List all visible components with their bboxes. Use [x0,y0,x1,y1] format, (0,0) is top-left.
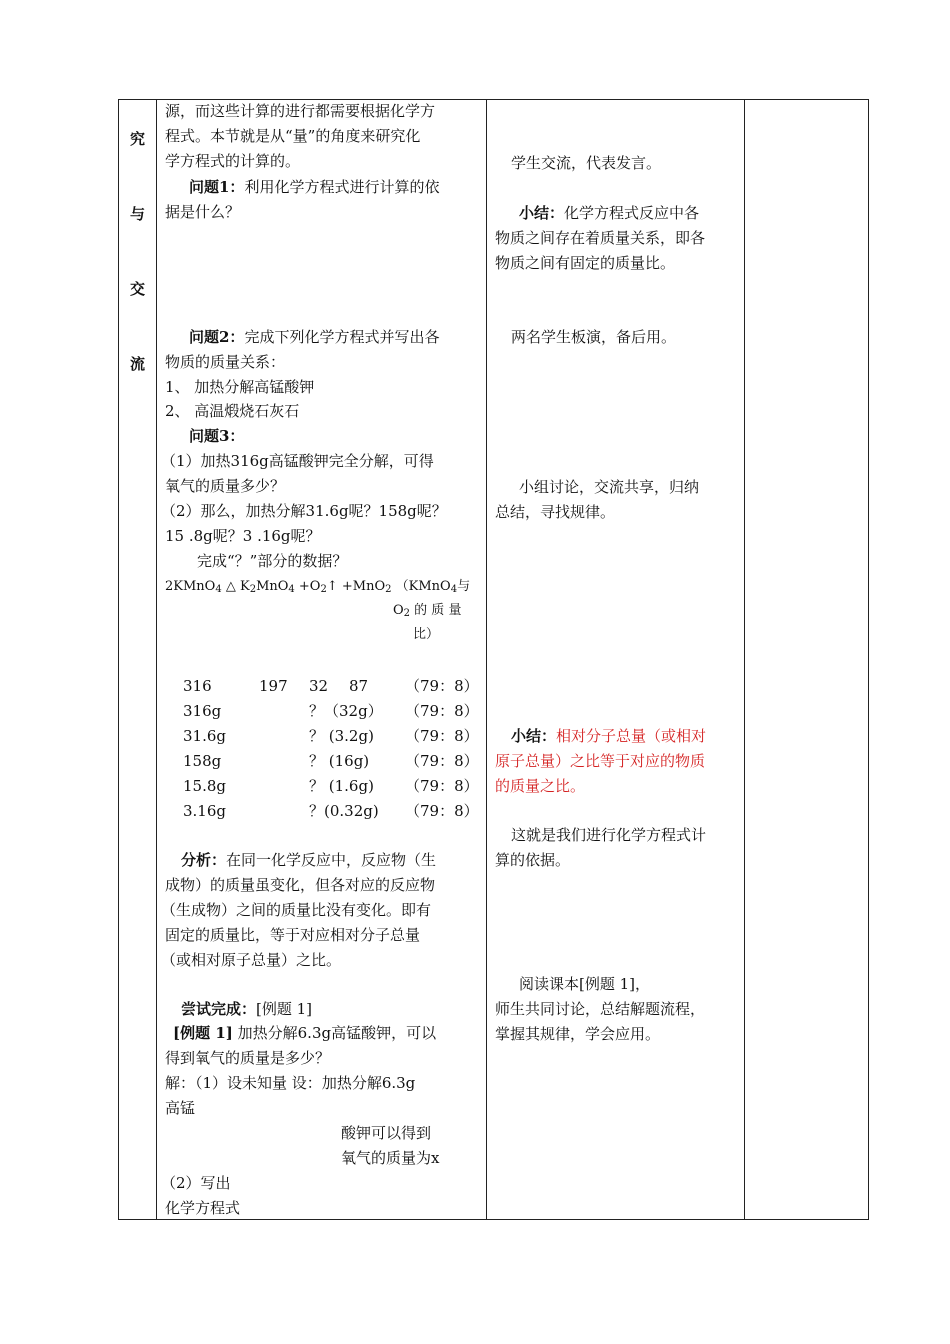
eq-sub: 2 [320,584,327,595]
section-label-column [119,100,156,1219]
student-note: 两名学生板演，备后用。 [511,328,677,346]
eq-term: 2KMnO [165,579,216,594]
summary-1-line: 物质之间有固定的质量比。 [495,254,676,272]
question-2-item: 2、 高温煅烧石灰石 [165,402,300,420]
example-1 [173,1022,436,1044]
solution-line: （2）写出 [161,1174,231,1192]
question-2-cont: 物质的质量关系： [165,353,286,371]
eq-gas-arrow: ↑ [326,579,338,594]
summary-1-line: 物质之间存在着质量关系，即各 [495,229,706,247]
remarks-column [745,100,869,1219]
solution-line: 解：（1）设未知量 设：加热分解6.3g [165,1074,416,1092]
question-3-line: 15 .8g呢？3 .16g呢？ [165,527,321,545]
analysis-line: （或相对原子总量）之比。 [161,951,342,969]
question-1-title: 问题1： [189,178,245,196]
side-char-4: 流 [129,355,145,373]
table-cell: （79：8） [405,777,479,795]
try-title: 尝试完成： [181,1000,257,1018]
eq-sub: 2 [403,608,411,619]
question-3-line: （2）那么，加热分解31.6g呢？158g呢？ [161,502,447,520]
eq-note: （KMnO [395,579,451,594]
student-note: 小组讨论，交流共享，归纳 [519,478,700,496]
side-char-2: 与 [129,205,145,223]
table-cell: 15.8g [183,777,227,795]
intro-line: 程式。本节就是从“量”的角度来研究化 [165,127,421,145]
student-note: 阅读课本[例题 1]， [519,975,651,993]
example-text: 加热分解6.3g高锰酸钾，可以 [232,1024,437,1042]
summary-2-line: 原子总量）之比等于对应的物质 [495,752,706,770]
eq-term: O [393,603,404,618]
question-1 [189,176,439,198]
student-note: 总结，寻找规律。 [495,503,616,521]
side-char-1: 究 [129,130,145,148]
eq-sub: 4 [288,584,295,595]
table-cell: （79：8） [405,727,479,745]
eq-sub: 4 [215,584,222,595]
summary-2-text: 相对分子总量（或相对 [556,727,707,745]
analysis-line: 成物）的质量虽变化，但各对应的反应物 [165,876,436,894]
analysis-title: 分析： [181,851,227,869]
solution-line: 酸钾可以得到 [341,1124,432,1142]
eq-term: +O [294,579,321,594]
student-note: 学生交流，代表发言。 [511,154,662,172]
eq-term: MnO [256,579,289,594]
question-2 [189,326,439,348]
question-2-title: 问题2： [189,328,245,346]
table-cell: 316g [183,702,222,720]
analysis-line: 固定的质量比，等于对应相对分子总量 [165,926,421,944]
question-1-text: 利用化学方程式进行计算的依 [244,178,440,196]
example-title: [例题 1] [173,1024,233,1042]
summary-1-title: 小结： [519,204,565,222]
question-2-text: 完成下列化学方程式并写出各 [244,328,440,346]
summary-2 [511,725,706,747]
student-activity-column [495,100,741,1219]
question-2-item: 1、 加热分解高锰酸钾 [165,378,315,396]
table-cell: （79：8） [405,802,479,820]
table-cell: ？（32g） [309,702,383,720]
eq-term: +MnO [337,579,386,594]
equation-note-end: 比） [413,627,440,642]
intro-line: 源，而这些计算的进行都需要根据化学方 [165,102,436,120]
table-cell: 31.6g [183,727,227,745]
table-cell: ？(0.32g) [309,802,379,820]
table-cell: ？ (16g) [309,752,370,770]
analysis [181,849,436,871]
summary-1-text: 化学方程式反应中各 [564,204,700,222]
table-cell: 197 [259,677,288,695]
table-cell: （79：8） [405,702,479,720]
analysis-line: （生成物）之间的质量比没有变化。即有 [161,901,432,919]
teacher-activity-column [161,100,483,1219]
side-char-3: 交 [129,280,145,298]
lesson-table [118,99,869,1220]
table-cell: （79：8） [405,677,479,695]
solution-line: 化学方程式 [165,1199,241,1217]
eq-note: 与 [457,579,471,594]
table-cell: 158g [183,752,222,770]
eq-term: K [239,579,250,594]
student-note: 这就是我们进行化学方程式计 [511,826,707,844]
table-cell: 87 [349,677,369,695]
summary-2-line: 的质量之比。 [495,777,586,795]
solution-line: 氧气的质量为x [341,1149,440,1167]
table-cell: 32 [309,677,329,695]
table-cell: 3.16g [183,802,227,820]
question-1-cont: 据是什么？ [165,203,241,221]
try-text: [例题 1] [256,1000,313,1018]
column-divider-1 [156,100,157,1219]
eq-heat-arrow: △ [221,579,240,594]
solution-line: 高锰 [165,1099,196,1117]
example-cont: 得到氧气的质量是多少？ [165,1049,331,1067]
student-note: 算的依据。 [495,851,571,869]
try-complete [181,998,312,1020]
analysis-text: 在同一化学反应中，反应物（生 [226,851,437,869]
question-3-line: 完成“？”部分的数据？ [197,552,348,570]
question-3-title: 问题3： [189,427,245,445]
student-note: 掌握其规律，学会应用。 [495,1025,661,1043]
table-cell: ？ (3.2g) [309,727,374,745]
table-cell: （79：8） [405,752,479,770]
eq-sub: 2 [249,584,257,595]
intro-line: 学方程式的计算的。 [165,152,301,170]
summary-2-title: 小结： [511,727,557,745]
student-note: 师生共同讨论，总结解题流程， [495,1000,706,1018]
summary-1 [519,202,699,224]
chemical-equation [165,576,470,598]
eq-sub: 4 [450,584,458,595]
eq-sub: 2 [385,584,392,595]
column-divider-2 [486,100,487,1219]
table-cell: 316 [183,677,212,695]
equation-note-line [393,600,461,622]
table-cell: ？ (1.6g) [309,777,374,795]
question-3-line: 氧气的质量多少？ [165,477,286,495]
question-3-line: （1）加热316g高锰酸钾完全分解，可得 [161,452,434,470]
eq-note: 的 质 量 [410,603,462,618]
